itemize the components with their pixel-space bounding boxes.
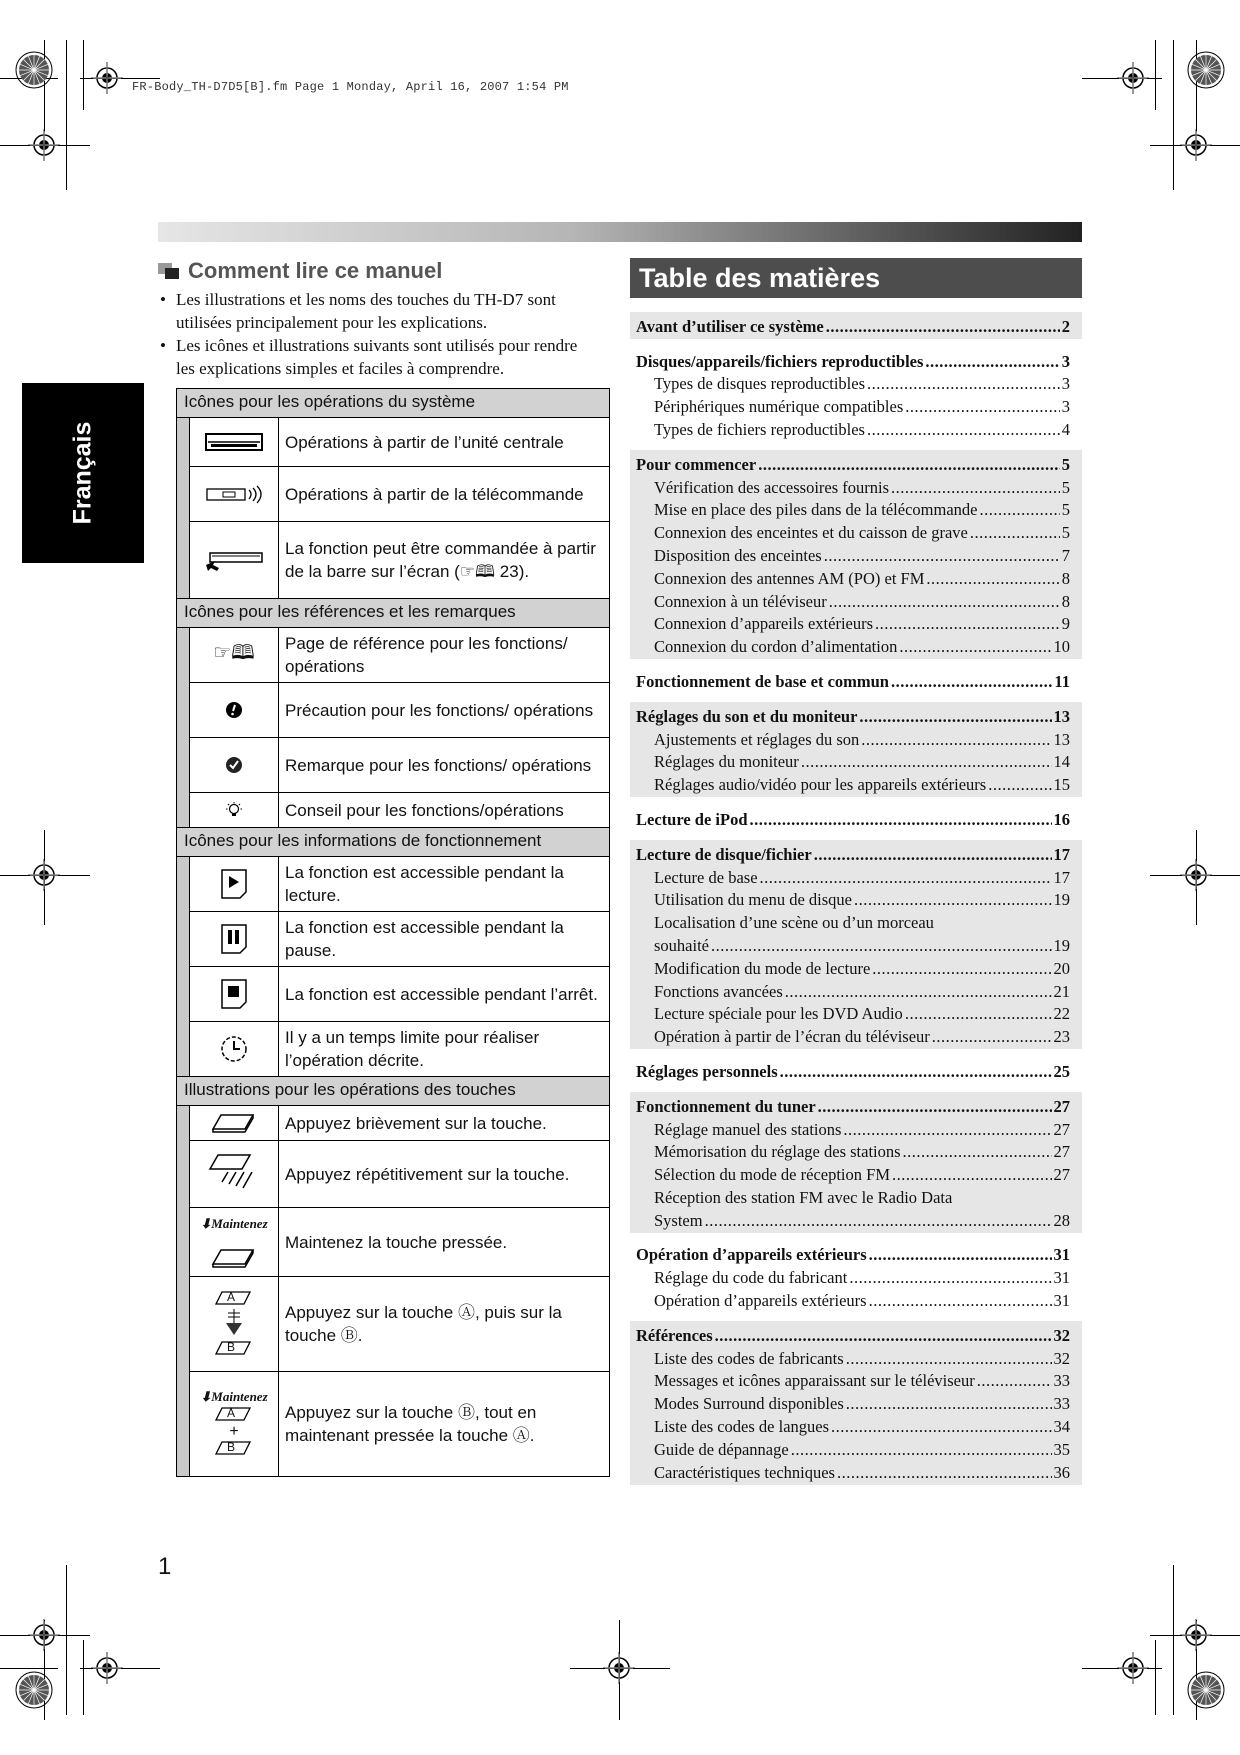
toc-leader-dots [846,1394,1052,1414]
toc-entry-title: Réglages audio/vidéo pour les appareils extérieurs [654,775,987,795]
toc-page-number: 27 [1053,1142,1070,1162]
toc-entry-title: Mise en place des piles dans de la télécommande [654,500,978,520]
toc-leader-dots [801,752,1052,772]
toc-entry[interactable] [636,933,1070,956]
legend-row: La fonction peut être commandée à partir de la barre sur l’écran (☞🕮 23). [189,522,609,598]
toc-entry-title: Opération d’appareils extérieurs [636,1245,867,1265]
toc-entry[interactable] [636,1117,1070,1140]
toc-entry-title: Réglage manuel des stations [654,1119,842,1139]
toc-entry-title: Guide de dépannage [654,1439,789,1459]
stop-icon [190,967,279,1021]
hold-icon: ⬇Maintenez [190,1208,279,1276]
table-of-contents [630,312,1082,1493]
toc-page-number: 27 [1053,1119,1070,1139]
page-number: 1 [158,1553,172,1580]
legend-row: La fonction est accessible pendant l’arrêt. [189,967,609,1022]
toc-section [630,840,1082,1049]
toc-page-number: 7 [1061,545,1070,565]
howto-title-text: Comment lire ce manuel [188,258,443,283]
toc-entry-title: Modes Surround disponibles [654,1394,844,1414]
toc-leader-dots [837,1463,1052,1483]
toc-entry-title: Caractéristiques techniques [654,1462,835,1482]
toc-leader-dots [843,1120,1051,1140]
toc-page-number: 35 [1053,1439,1070,1459]
toc-entry[interactable] [636,543,1070,566]
toc-entry-title: Réglages personnels [636,1061,778,1081]
toc-entry-title: Avant d’utiliser ce système [636,316,824,336]
toc-entry[interactable] [636,1346,1070,1369]
toc-section [630,1241,1082,1313]
toc-entry[interactable] [636,589,1070,612]
toc-entry[interactable] [636,372,1070,395]
toc-entry-title: Connexion des enceintes et du caisson de grave [654,523,968,543]
toc-page-number: 19 [1053,890,1070,910]
press-icon [190,1106,279,1140]
toc-section-heading[interactable] [636,807,1070,830]
toc-entry-title: Modification du mode de lecture [654,958,871,978]
toc-page-number: 20 [1053,958,1070,978]
reference-icon: ☞🕮 [190,628,279,682]
legend-section-title: Icônes pour les références et les remarques [177,599,609,628]
toc-entry-title: Fonctionnement du tuner [636,1096,816,1116]
howto-title [158,258,442,284]
toc-entry[interactable] [636,1437,1070,1460]
toc-leader-dots [826,317,1060,337]
toc-section [630,1092,1082,1233]
toc-page-number: 32 [1053,1348,1070,1368]
toc-section-heading[interactable] [636,1094,1070,1117]
toc-leader-dots [977,1371,1052,1391]
section-square-icon [158,263,180,279]
toc-leader-dots [905,1004,1052,1024]
legend-row: La fonction est accessible pendant la pause. [189,912,609,967]
toc-page-number: 19 [1053,935,1070,955]
toc-page-number: 5 [1061,523,1070,543]
toc-page-number: 17 [1053,844,1070,864]
toc-page-number: 33 [1053,1394,1070,1414]
toc-entry-title: Liste des codes de langues [654,1417,830,1437]
toc-page-number: 8 [1061,591,1070,611]
hold-combo-icon: ⬇Maintenez A + B [190,1372,279,1476]
toc-entry-title: Connexion à un téléviseur [654,591,827,611]
toc-entry-title: Utilisation du menu de disque [654,890,852,910]
sequence-icon: A B [190,1277,279,1371]
toc-entry-title: Vérification des accessoires fournis [654,477,890,497]
note-icon [190,738,279,792]
toc-leader-dots [979,500,1059,520]
toc-entry[interactable] [636,566,1070,589]
toc-leader-dots [867,420,1060,440]
toc-leader-dots [818,1097,1052,1117]
legend-row: Il y a un temps limite pour réaliser l’opération décrite. [189,1022,609,1076]
toc-leader-dots [829,592,1060,612]
toc-entry[interactable] [636,417,1070,440]
toc-page-number: 3 [1061,351,1070,371]
legend-section-operation-info [177,828,609,1077]
toc-leader-dots [785,982,1052,1002]
toc-leader-dots [988,775,1051,795]
toc-entry[interactable] [636,498,1070,521]
toc-entry[interactable] [636,750,1070,773]
toc-entry[interactable] [636,612,1070,635]
toc-section [630,450,1082,659]
toc-entry-title: Réglages du son et du moniteur [636,706,858,726]
toc-entry[interactable] [636,394,1070,417]
legend-row: ☞🕮 Page de référence pour les fonctions/ opérations [189,628,609,683]
toc-page-number: 33 [1053,1371,1070,1391]
toc-entry-title: Fonctionnement de base et commun [636,671,889,691]
toc-entry[interactable] [636,865,1070,888]
file-header: FR-Body_TH-D7D5[B].fm Page 1 Monday, April 16, 2007 1:54 PM [132,80,569,94]
toc-title: Table des matières [630,258,1082,298]
legend-section-title: Illustrations pour les opérations des touches [177,1077,609,1106]
legend-section-title: Icônes pour les informations de fonctionnement [177,828,609,857]
toc-section [630,805,1082,832]
legend-row: Opérations à partir de la télécommande [189,467,609,522]
toc-leader-dots [715,1326,1052,1346]
toc-entry-title: Réception des station FM avec le Radio Data [654,1187,953,1207]
toc-section-heading[interactable] [636,1323,1070,1346]
toc-entry-title: Références [636,1325,713,1345]
toc-leader-dots [831,1417,1051,1437]
legend-section-system [177,389,609,599]
toc-page-number: 21 [1053,981,1070,1001]
legend-row: Précaution pour les fonctions/ opérations [189,683,609,738]
toc-page-number: 2 [1061,316,1070,336]
legend-row: La fonction est accessible pendant la lecture. [189,857,609,912]
toc-entry[interactable] [636,1140,1070,1163]
toc-page-number: 34 [1053,1417,1070,1437]
toc-page-number: 32 [1053,1325,1070,1345]
toc-section [630,667,1082,694]
toc-leader-dots [905,397,1059,417]
toc-page-number: 5 [1061,500,1070,520]
toc-page-number: 31 [1053,1291,1070,1311]
toc-page-number: 36 [1053,1462,1070,1482]
toc-page-number: 22 [1053,1004,1070,1024]
toc-entry[interactable] [636,475,1070,498]
toc-section-heading[interactable] [636,1243,1070,1266]
toc-entry[interactable] [636,979,1070,1002]
toc-entry-title: Opération d’appareils extérieurs [654,1291,867,1311]
toc-entry-title: Lecture de disque/fichier [636,844,812,864]
toc-entry-title: Opération à partir de l’écran du téléviseur [654,1027,930,1047]
toc-section [630,347,1082,442]
toc-section-heading[interactable] [636,704,1070,727]
toc-entry[interactable] [636,1208,1070,1231]
toc-leader-dots [892,1165,1052,1185]
toc-page-number: 16 [1053,809,1070,829]
bullet-item: • Les illustrations et les noms des touches du TH-D7 sont utilisées principalement pour les explications. [158,288,598,334]
toc-section [630,312,1082,339]
legend-row: Appuyez brièvement sur la touche. [189,1106,609,1141]
toc-entry[interactable] [636,520,1070,543]
toc-entry[interactable] [636,1391,1070,1414]
toc-leader-dots [869,1291,1052,1311]
toc-leader-dots [849,1268,1051,1288]
toc-page-number: 31 [1053,1245,1070,1265]
toc-leader-dots [859,707,1051,727]
toc-entry-title: Lecture de base [654,867,758,887]
toc-entry-title: Mémorisation du réglage des stations [654,1142,901,1162]
toc-page-number: 9 [1061,614,1070,634]
toc-section-heading[interactable] [636,669,1070,692]
toc-page-number: 28 [1053,1210,1070,1230]
toc-page-number: 17 [1053,867,1070,887]
play-icon [190,857,279,911]
language-tab [22,383,144,563]
toc-page-number: 5 [1061,477,1070,497]
toc-leader-dots [867,374,1060,394]
toc-entry-title: Réglages du moniteur [654,752,799,772]
toc-entry[interactable] [636,634,1070,657]
toc-entry-title: Localisation d’une scène ou d’un morceau [654,913,934,933]
toc-entry-title: Connexion d’appareils extérieurs [654,614,874,634]
toc-entry-title: Lecture de iPod [636,809,748,829]
decorative-gradient-bar [158,222,1082,242]
howto-bullets [158,288,598,380]
toc-page-number: 5 [1061,454,1070,474]
toc-page-number: 25 [1053,1061,1070,1081]
toc-page-number: 3 [1061,397,1070,417]
caution-icon [190,683,279,737]
toc-leader-dots [824,546,1060,566]
toc-leader-dots [791,1440,1052,1460]
toc-leader-dots [758,455,1060,475]
toc-entry[interactable] [636,1162,1070,1185]
toc-leader-dots [705,1211,1052,1231]
toc-page-number: 14 [1053,752,1070,772]
toc-entry[interactable] [636,1460,1070,1483]
toc-entry-title: Réglage du code du fabricant [654,1268,848,1288]
toc-page-number: 10 [1053,637,1070,657]
toc-leader-dots [970,523,1060,543]
toc-leader-dots [711,936,1052,956]
toc-leader-dots [750,810,1052,830]
toc-entry[interactable] [636,1024,1070,1047]
legend-section-title: Icônes pour les opérations du système [177,389,609,418]
toc-page-number: 27 [1053,1165,1070,1185]
language-tab-label: Français [68,421,97,525]
legend-row: ⬇Maintenez A + B Appuyez sur la touche Ⓑ, tout en maintenant pressée la touche Ⓐ. [189,1372,609,1476]
main-unit-icon [190,418,279,466]
toc-leader-dots [861,730,1051,750]
toc-entry-title: Liste des codes de fabricants [654,1348,844,1368]
toc-leader-dots [872,959,1051,979]
toc-leader-dots [926,569,1059,589]
toc-entry-title: Disques/appareils/fichiers reproductibles [636,351,924,371]
toc-leader-dots [760,868,1052,888]
toc-leader-dots [869,1245,1052,1265]
toc-entry-title: Disposition des enceintes [654,545,822,565]
toc-entry-title: souhaité [654,935,709,955]
toc-entry-title: System [654,1210,703,1230]
toc-entry[interactable] [636,956,1070,979]
toc-page-number: 15 [1053,775,1070,795]
toc-page-number: 31 [1053,1268,1070,1288]
toc-leader-dots [846,1349,1052,1369]
legend-row: ⬇Maintenez Maintenez la touche pressée. [189,1208,609,1277]
toc-entry-title: Pour commencer [636,454,757,474]
toc-entry-title: Connexion du cordon d’alimentation [654,637,898,657]
toc-entry-title: Périphériques numérique compatibles [654,397,904,417]
toc-section [630,1057,1082,1084]
bullet-item: • Les icônes et illustrations suivants sont utilisés pour rendre les explications simples et faciles à comprendre. [158,334,598,380]
toc-entry[interactable] [636,1002,1070,1025]
toc-entry-title: Ajustements et réglages du son [654,729,860,749]
toc-page-number: 13 [1053,706,1070,726]
toc-leader-dots [814,845,1052,865]
toc-page-number: 4 [1061,419,1070,439]
legend-row: Conseil pour les fonctions/opérations [189,793,609,827]
icon-legend-table [176,388,610,1477]
toc-entry[interactable] [636,888,1070,911]
legend-row: Appuyez répétitivement sur la touche. [189,1141,609,1208]
toc-entry-title: Fonctions avancées [654,981,783,1001]
toc-entry-title: Types de fichiers reproductibles [654,419,865,439]
toc-entry[interactable] [636,1288,1070,1311]
toc-page-number: 11 [1054,671,1070,691]
toc-section [630,1321,1082,1485]
toc-section-heading[interactable] [636,842,1070,865]
toc-leader-dots [899,637,1051,657]
toc-entry[interactable] [636,727,1070,750]
legend-section-references [177,599,609,828]
toc-section-heading[interactable] [636,1059,1070,1082]
legend-row: Remarque pour les fonctions/ opérations [189,738,609,793]
toc-leader-dots [780,1062,1052,1082]
toc-leader-dots [891,478,1060,498]
toc-entry[interactable] [636,772,1070,795]
toc-leader-dots [903,1142,1052,1162]
toc-entry-title: Sélection du mode de réception FM [654,1165,890,1185]
toc-entry-title: Connexion des antennes AM (PO) et FM [654,568,925,588]
repeat-press-icon [190,1141,279,1207]
toc-leader-dots [854,890,1052,910]
toc-entry[interactable] [636,1369,1070,1392]
onscreen-bar-icon [190,522,279,598]
toc-page-number: 27 [1053,1096,1070,1116]
toc-section-heading[interactable] [636,349,1070,372]
legend-row: Opérations à partir de l’unité centrale [189,418,609,467]
toc-entry-title: Types de disques reproductibles [654,374,866,394]
toc-entry[interactable] [636,1414,1070,1437]
toc-leader-dots [932,1027,1052,1047]
legend-section-key-operations [177,1077,609,1476]
tip-icon [190,793,279,827]
remote-icon [190,467,279,521]
toc-page-number: 13 [1053,729,1070,749]
toc-entry-title: Lecture spéciale pour les DVD Audio [654,1004,903,1024]
toc-leader-dots [925,352,1059,372]
toc-leader-dots [891,672,1052,692]
toc-section-heading[interactable] [636,452,1070,475]
toc-leader-dots [875,614,1060,634]
pause-icon [190,912,279,966]
toc-section [630,702,1082,797]
toc-page-number: 23 [1053,1027,1070,1047]
toc-entry-title: Messages et icônes apparaissant sur le téléviseur [654,1371,975,1391]
timer-icon [190,1022,279,1076]
toc-page-number: 8 [1061,568,1070,588]
legend-row: A B Appuyez sur la touche Ⓐ, puis sur la touche Ⓑ. [189,1277,609,1372]
toc-page-number: 3 [1061,374,1070,394]
toc-entry[interactable] [636,1265,1070,1288]
toc-section-heading[interactable] [636,314,1070,337]
